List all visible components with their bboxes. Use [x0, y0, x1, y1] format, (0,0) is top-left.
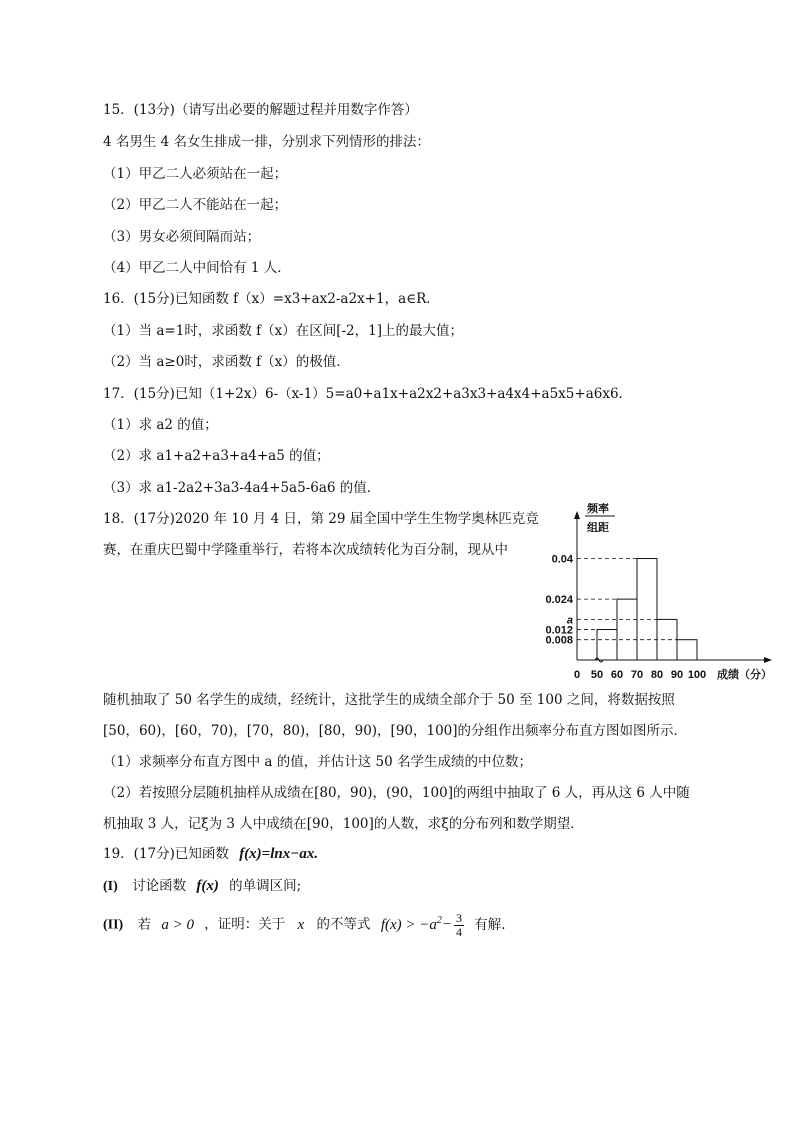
q18-line4: [50，60)，[60，70)，[70，80)，[80，90)，[90，100]的分组作出频率分布直方图如图所示．	[103, 723, 688, 739]
q19-part2-inequality: f(x) > −a	[380, 916, 437, 933]
q18-part1: （1）求频率分布直方图中 a 的值，并估计这 50 名学生成绩的中位数；	[103, 754, 532, 770]
q15-stem: 4 名男生 4 名女生排成一排，分别求下列情形的排法：	[103, 134, 431, 150]
x-tick-label: 90	[670, 669, 684, 681]
q15-part4: （4）甲乙二人中间恰有 1 人．	[103, 260, 291, 276]
q16-part2: （2）当 a≥0时，求函数 f（x）的极值．	[103, 354, 350, 370]
q19-part1-fx: f(x)	[196, 878, 219, 894]
q19-fraction-numerator: 3	[456, 910, 462, 925]
q18-line3: 随机抽取了 50 名学生的成绩，经统计，这批学生的成绩全部介于 50 至 100 之间，将数据按照	[103, 692, 675, 708]
y-tick-label: 0.04	[551, 553, 573, 566]
histogram-bar	[677, 640, 697, 660]
x-tick-label: 100	[687, 669, 707, 681]
q17-title: 17．(15分)已知（1+2x）6-（x-1）5=a0+a1x+a2x2+a3x3+a4x4+a5x5+a6x6．	[103, 386, 633, 402]
x-origin-label: 0	[573, 669, 581, 681]
q19-part2-prove: ，证明：关于	[204, 916, 286, 933]
x-tick-label: 50	[590, 669, 604, 681]
q19-part2-label: (II)	[103, 917, 124, 933]
histogram-bar	[597, 630, 617, 660]
q19-part2-x: x	[297, 916, 305, 933]
q19-part2-minus: −	[441, 916, 452, 933]
q17-part3: （3）求 a1-2a2+3a3-4a4+5a5-6a6 的值．	[103, 480, 381, 496]
q19-part2	[103, 904, 506, 938]
y-tick-label: 0.024	[545, 594, 573, 607]
q15-part3: （3）男女必须间隔而站；	[103, 229, 261, 245]
histogram-bar	[657, 619, 677, 660]
q15-title: 15．(13分)（请写出必要的解题过程并用数字作答）	[103, 102, 418, 118]
histogram-bar	[617, 599, 637, 660]
x-tick-label: 80	[650, 669, 664, 681]
x-tick-label: 60	[610, 669, 624, 681]
q19-part1-text: 讨论函数	[132, 878, 187, 894]
q16-title: 16．(15分)已知函数 f（x）=x3+ax2-a2x+1，a∈R．	[103, 291, 440, 307]
q19-fraction-denominator: 4	[456, 924, 462, 939]
q19-part1-tail: 的单调区间;	[229, 878, 302, 894]
q18-part2a: （2）若按照分层随机抽样从成绩在[80，90)，(90，100]的两组中抽取了 6 人，再从这 6 人中随	[103, 785, 690, 801]
q17-part2: （2）求 a1+a2+a3+a4+a5 的值；	[103, 448, 330, 464]
q19-part2-exponent: 2	[436, 915, 442, 926]
y-axis-label-top: 频率	[587, 503, 609, 515]
q19-title-prefix: 19．(17分)已知函数	[103, 846, 229, 862]
q19-title	[103, 845, 318, 863]
q19-part2-fraction	[454, 912, 464, 939]
q19-function: f(x)=lnx−ax.	[239, 846, 319, 862]
q19-part1	[103, 877, 301, 896]
q19-part2-ineq-text: 的不等式	[316, 916, 371, 933]
q15-part1: （1）甲乙二人必须站在一起；	[103, 166, 288, 182]
y-axis-arrow	[574, 511, 580, 519]
q19-part2-tail: 有解.	[474, 916, 506, 933]
x-axis-arrow	[764, 657, 772, 663]
q19-part2-if: 若	[137, 916, 152, 933]
x-tick-label: 70	[630, 669, 644, 681]
histogram-bar	[637, 559, 657, 660]
q17-part1: （1）求 a2 的值；	[103, 417, 218, 433]
q19-part1-label: (I)	[103, 879, 118, 894]
x-axis-label: 成绩（分）	[717, 669, 772, 681]
frequency-histogram	[545, 503, 775, 683]
q16-part1: （1）当 a=1时，求函数 f（x）在区间[-2，1]上的最大值；	[103, 323, 464, 339]
q18-line2: 赛，在重庆巴蜀中学隆重举行，若将本次成绩转化为百分制，现从中	[103, 542, 508, 558]
q18-line1: 18．(17分)2020 年 10 月 4 日，第 29 届全国中学生生物学奥林匹克竞	[103, 511, 539, 527]
q19-part2-condition: a > 0	[161, 916, 194, 933]
y-tick-label: 0.008	[545, 634, 573, 647]
y-tick-label: 0.012	[545, 624, 573, 637]
y-axis-label-bottom: 组距	[587, 522, 609, 534]
q15-part2: （2）甲乙二人不能站在一起；	[103, 197, 288, 213]
q18-part2b: 机抽取 3 人，记ξ为 3 人中成绩在[90，100]的人数，求ξ的分布列和数学期望．	[103, 816, 584, 832]
y-tick-label: a	[566, 614, 573, 627]
